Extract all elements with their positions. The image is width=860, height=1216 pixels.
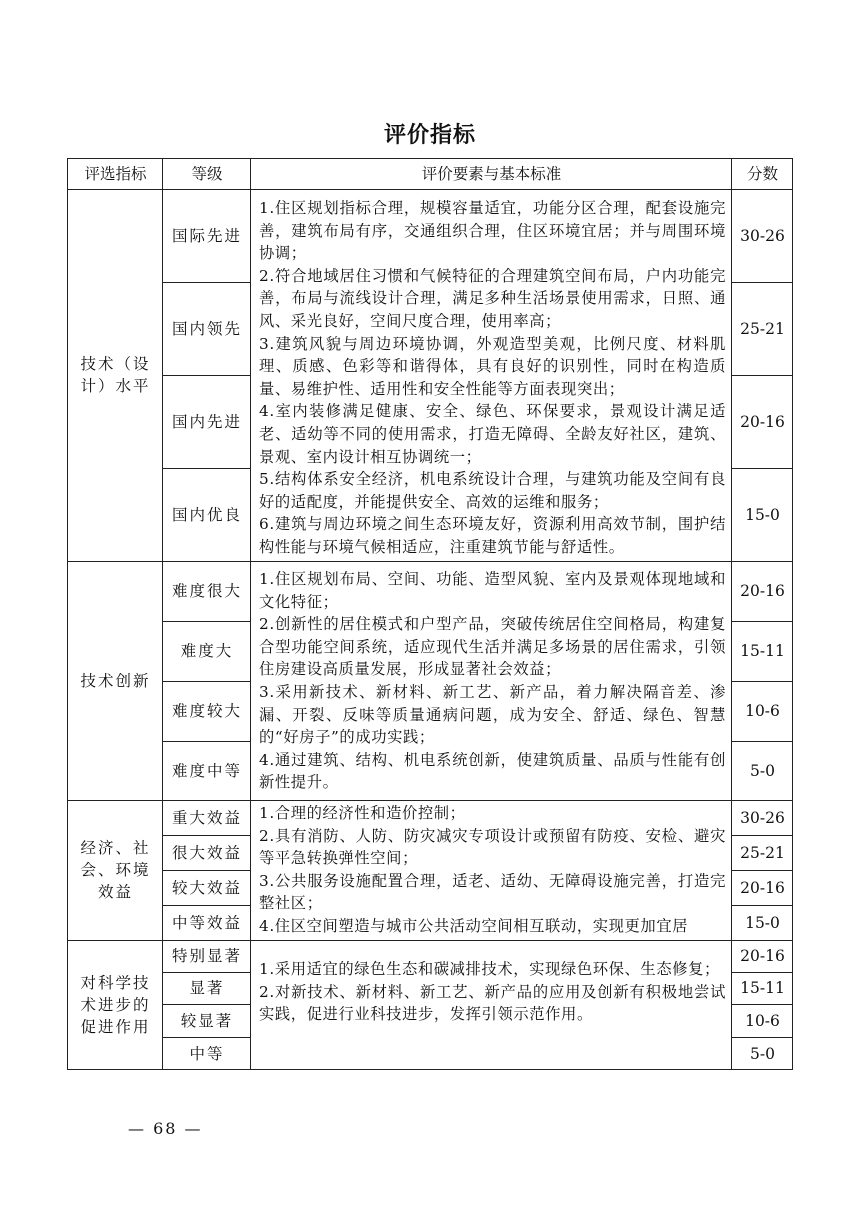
grid-line [731,835,793,836]
level-cell: 难度较大 [171,702,242,720]
grid-line [162,375,251,376]
standard-text [251,561,732,800]
score-cell: 20-16 [740,947,785,965]
grid-line [68,561,793,562]
standard-item: 3.建筑风貌与周边环境协调，外观造型美观，比例尺度、材料肌理、质感、色彩等和谐得体，具有良好的识别性，同时在构造质量、易维护性、适用性和安全性能等方面表现突出； [259,334,726,398]
criterion-technical-level: 技术（设计）水平 [80,355,151,395]
level-cell: 中等效益 [171,913,242,932]
grid-line [731,741,793,742]
criterion-benefits: 经济、社会、环境效益 [80,839,151,901]
score-cell: 20-16 [740,412,785,431]
grid-line [162,681,251,682]
score-cell: 15-0 [745,505,780,524]
header-score: 分数 [746,165,778,183]
grid-line [731,1004,793,1005]
grid-line [162,468,251,469]
grid-line [162,1004,251,1005]
score-cell: 25-21 [740,843,785,862]
grid-line [162,282,251,283]
page-number: — 68 — [128,1119,203,1138]
score-cell: 20-16 [740,582,785,600]
standard-text [251,940,732,1070]
level-cell: 较显著 [180,1011,234,1030]
standard-item: 1.住区规划指标合理，规模容量适宜，功能分区合理，配套设施完善，建筑布局有序，交通组织合理，住区环境宜居；并与周围环境协调； [259,199,726,263]
criterion-science-progress: 对科学技术进步的促进作用 [80,974,151,1036]
grid-line [162,741,251,742]
grid-line [162,835,251,836]
level-cell: 国内优良 [171,505,242,524]
evaluation-table [67,158,793,1070]
level-cell: 中等 [189,1044,225,1063]
level-cell: 较大效益 [171,878,242,897]
standard-text [251,800,732,940]
score-cell: 15-11 [740,979,785,997]
grid-line [162,159,163,1070]
score-cell: 15-0 [745,913,780,932]
grid-line [731,159,732,1070]
grid-line [68,189,793,190]
grid-line [731,468,793,469]
grid-line [731,870,793,871]
level-cell: 国际先进 [171,226,242,245]
score-cell: 15-11 [740,642,785,660]
level-cell: 很大效益 [171,843,242,862]
grid-line [731,972,793,973]
standard-item: 1.合理的经济性和造价控制； [259,804,466,822]
standard-item: 6.建筑与周边环境之间生态环境友好，资源利用高效节制，围护结构性能与环境气候相适应，注重建筑节能与舒适性。 [259,515,726,556]
grid-line [250,159,251,1070]
grid-line [162,972,251,973]
header-standard: 评价要素与基本标准 [421,165,562,183]
level-cell: 难度中等 [171,761,242,780]
standard-item: 4.通过建筑、结构、机电系统创新，使建筑质量、品质与性能有创新性提升。 [259,750,726,792]
grid-line [731,1037,793,1038]
grid-line [162,870,251,871]
standard-item: 3.采用新技术、新材料、新工艺、新产品，着力解决隔音差、渗漏、开裂、反味等质量通病问题，成为安全、舒适、绿色、智慧的“好房子”的成功实践； [259,682,726,747]
standard-item: 1.采用适宜的绿色生态和碳减排技术，实现绿色环保、生态修复； [259,960,720,978]
grid-line [162,1037,251,1038]
level-cell: 难度大 [180,642,234,660]
standard-text [251,189,732,561]
standard-item: 2.符合地域居住习惯和气候特征的合理建筑空间布局，户内功能完善，布局与流线设计合理，满足多种生活场景使用需求，日照、通风、采光良好，空间尺度合理，使用率高； [259,266,726,330]
score-cell: 20-16 [740,878,785,897]
score-cell: 25-21 [740,319,785,338]
page-title: 评价指标 [383,123,476,148]
score-cell: 10-6 [745,1011,780,1030]
score-cell: 5-0 [750,1044,775,1063]
grid-line [731,681,793,682]
header-criterion: 评选指标 [84,165,147,183]
header-level: 等级 [191,165,223,183]
criterion-technical-innovation: 技术创新 [80,671,151,690]
grid-line [731,905,793,906]
grid-line [731,375,793,376]
grid-line [731,282,793,283]
standard-item: 1.住区规划布局、空间、功能、造型风貌、室内及景观体现地域和文化特征； [259,570,726,611]
standard-item: 2.对新技术、新材料、新工艺、新产品的应用及创新有积极地尝试实践，促进行业科技进步，发挥引领示范作用。 [259,982,726,1024]
score-cell: 30-26 [740,226,785,245]
level-cell: 国内先进 [171,412,242,431]
standard-item: 2.具有消防、人防、防灾减灾专项设计或预留有防疫、安检、避灾等平急转换弹性空间； [259,826,726,868]
grid-line [68,940,793,941]
standard-item: 4.室内装修满足健康、安全、绿色、环保要求，景观设计满足适老、适幼等不同的使用需求，打造无障碍、全龄友好社区，建筑、景观、室内设计相互协调统一； [259,402,726,466]
grid-line [731,621,793,622]
score-cell: 5-0 [750,761,775,780]
standard-item: 5.结构体系安全经济，机电系统设计合理，与建筑功能及空间有良好的适配度，并能提供安全、高效的运维和服务； [259,470,726,511]
score-cell: 30-26 [740,808,785,827]
grid-line [162,621,251,622]
grid-line [162,905,251,906]
standard-item: 2.创新性的居住模式和户型产品，突破传统居住空间格局，构建复合型功能空间系统，适应现代生活并满足多场景的居住需求，引领住房建设高质量发展，形成显著社会效益； [259,615,726,679]
score-cell: 10-6 [745,702,780,720]
level-cell: 难度很大 [171,582,242,600]
level-cell: 特别显著 [171,947,242,965]
level-cell: 显著 [189,979,225,997]
standard-item: 4.住区空间塑造与城市公共活动空间相互联动，实现更加宜居 [259,916,689,935]
grid-line [68,800,793,801]
level-cell: 国内领先 [171,319,242,338]
standard-item: 3.公共服务设施配置合理，适老、适幼、无障碍设施完善，打造完整社区； [259,871,726,913]
level-cell: 重大效益 [171,808,242,827]
